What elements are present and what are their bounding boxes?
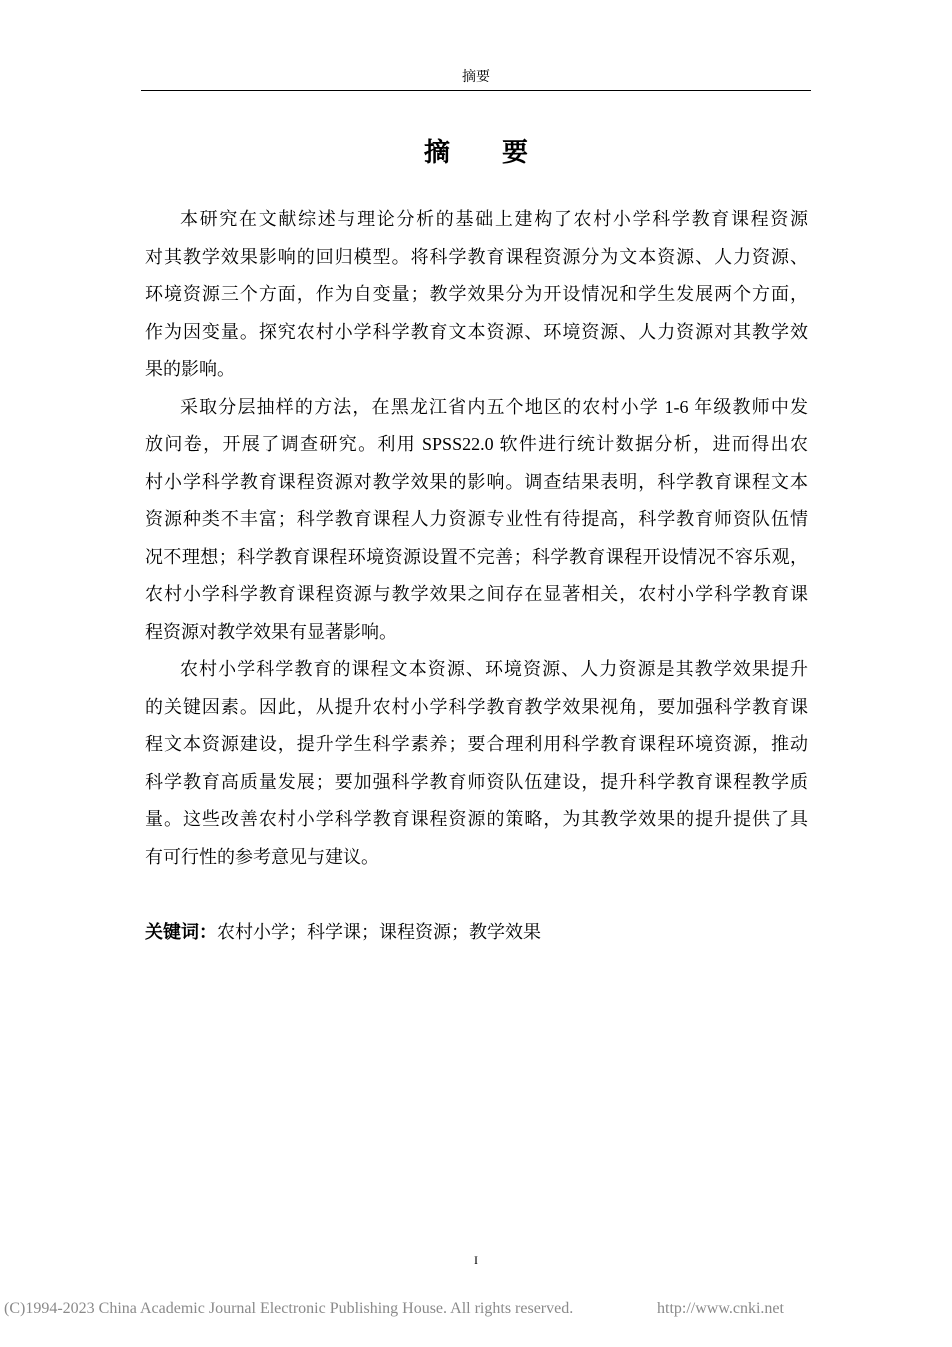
abstract-line: 环境资源三个方面，作为自变量；教学效果分为开设情况和学生发展两个方面，: [145, 284, 808, 304]
running-header: 摘要: [462, 70, 490, 85]
abstract-line: 况不理想；科学教育课程环境资源设置不完善；科学教育课程开设情况不容乐观，: [145, 546, 808, 567]
keywords-label: 关键词：: [145, 921, 217, 942]
abstract-line: 本研究在文献综述与理论分析的基础上建构了农村小学科学教育课程资源: [180, 209, 808, 229]
abstract-line: 量。这些改善农村小学科学教育课程资源的策略，为其教学效果的提升提供了具: [145, 809, 808, 829]
abstract-line: 放问卷，开展了调查研究。利用 SPSS22.0 软件进行统计数据分析，进而得出农: [145, 434, 808, 454]
abstract-line: 村小学科学教育课程资源对教学效果的影响。调查结果表明，科学教育课程文本: [145, 471, 808, 492]
header-rule: [141, 90, 811, 91]
abstract-line: 农村小学科学教育课程资源与教学效果之间存在显著相关，农村小学科学教育课: [145, 584, 808, 604]
footer: [0, 1299, 952, 1319]
abstract-body: [145, 201, 808, 951]
abstract-paragraph-1: [145, 201, 808, 389]
keywords: [145, 914, 808, 952]
abstract-paragraph-2: [145, 389, 808, 652]
abstract-line: 程资源对教学效果有显著影响。: [145, 621, 397, 642]
abstract-line: 有可行性的参考意见与建议。: [145, 846, 379, 867]
page-number: I: [474, 1253, 478, 1267]
abstract-line: 的关键因素。因此，从提升农村小学科学教育教学效果视角，要加强科学教育课: [145, 696, 808, 717]
abstract-line: 果的影响。: [145, 359, 235, 379]
abstract-line: 程文本资源建设，提升学生科学素养；要合理利用科学教育课程环境资源，推动: [145, 734, 808, 754]
abstract-line: 科学教育高质量发展；要加强科学教育师资队伍建设，提升科学教育课程教学质: [145, 771, 808, 792]
abstract-line: 采取分层抽样的方法，在黑龙江省内五个地区的农村小学 1-6 年级教师中发: [180, 396, 808, 417]
footer-copyright: (C)1994-2023 China Academic Journal Electronic Publishing House. All rights reserved.: [4, 1300, 574, 1317]
abstract-paragraph-3: [145, 651, 808, 876]
page-title: 摘 要: [423, 138, 528, 167]
keywords-value: 农村小学；科学课；课程资源；教学效果: [217, 921, 541, 942]
abstract-line: 资源种类不丰富；科学教育课程人力资源专业性有待提高，科学教育师资队伍情: [145, 509, 808, 529]
abstract-line: 作为因变量。探究农村小学科学教育文本资源、环境资源、人力资源对其教学效: [145, 321, 808, 342]
abstract-line: 对其教学效果影响的回归模型。将科学教育课程资源分为文本资源、人力资源、: [145, 246, 808, 267]
footer-url: http://www.cnki.net: [657, 1300, 784, 1317]
abstract-line: 农村小学科学教育的课程文本资源、环境资源、人力资源是其教学效果提升: [180, 659, 808, 679]
